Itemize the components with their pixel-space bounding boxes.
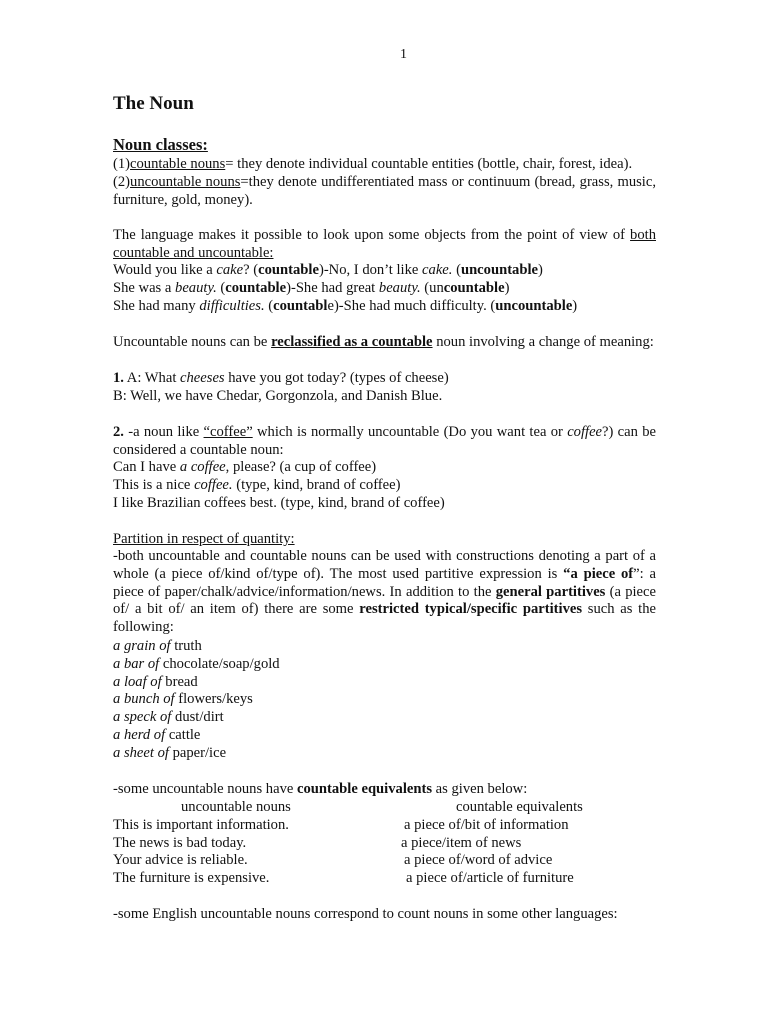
table-row: This is important information. a piece of/bit of information [113, 816, 569, 833]
coffee-example-2: This is a nice coffee. (type, kind, brand of coffee) [113, 477, 401, 493]
class-countable: (1)countable nouns= they denote individual countable entities (bottle, chair, forest, idea). [113, 156, 633, 172]
example-beauty: She was a beauty. (countable)-She had great beauty. (uncountable) [113, 280, 510, 296]
coffee-paragraph: 2. -a noun like “coffee” which is normally uncountable (Do you want tea or coffee?) can be considered a countable noun: [113, 424, 656, 458]
table-row: The news is bad today. a piece/item of news [113, 834, 522, 851]
example-difficulty: She had many difficulties. (countable)-She had much difficulty. (uncountable) [113, 298, 578, 314]
partition-heading: Partition in respect of quantity: [113, 531, 295, 547]
list-item: a grain of truth [113, 638, 202, 654]
list-item: a herd of cattle [113, 726, 201, 743]
equivalents-table [113, 799, 656, 888]
equivalents-closing: -some English uncountable nouns correspond to count nouns in some other languages: [113, 906, 618, 922]
noun-classes-heading: Noun classes: [113, 135, 208, 154]
reclass-paragraph: Uncountable nouns can be reclassified as a countable noun involving a change of meaning: [113, 334, 654, 350]
page-number: 1 [400, 47, 407, 62]
list-item: a speck of dust/dirt [113, 709, 224, 726]
cheese-question: 1. A: What cheeses have you got today? (types of cheese) [113, 370, 449, 386]
page-title: The Noun [113, 93, 194, 114]
column-header: uncountable nouns [181, 799, 291, 815]
list-item: a bunch of flowers/keys [113, 691, 253, 708]
list-item: a loaf of bread [113, 673, 198, 690]
coffee-example-3: I like Brazilian coffees best. (type, kind, brand of coffee) [113, 495, 445, 511]
both-intro: The language makes it possible to look upon some objects from the point of view of both countable and uncountable: [113, 227, 656, 261]
table-row: Your advice is reliable. a piece of/word of advice [113, 852, 553, 869]
class-uncountable: (2)uncountable nouns=they denote undifferentiated mass or continuum (bread, grass, music, furniture, gold, money). [113, 174, 656, 208]
coffee-example-1: Can I have a coffee, please? (a cup of coffee) [113, 459, 377, 475]
list-item: a sheet of paper/ice [113, 744, 227, 761]
cheese-answer: B: Well, we have Chedar, Gorgonzola, and Danish Blue. [113, 388, 443, 404]
example-cake: Would you like a cake? (countable)-No, I don’t like cake. (uncountable) [113, 262, 543, 278]
table-row: The furniture is expensive. a piece of/article of furniture [113, 870, 574, 887]
equivalents-intro: -some uncountable nouns have countable equivalents as given below: [113, 781, 528, 797]
table-header [113, 799, 656, 817]
partition-paragraph: -both uncountable and countable nouns can be used with constructions denoting a part of a whole (a piece of/kind of/type of). The most used partitive expression is “a piece of”: a piece of paper/chalk/advice/information/news. In addition to the general partitives (a piece of/ a bit of/ an item of) there are some restricted typical/specific partitives such as the following: [113, 548, 656, 636]
list-item: a bar of chocolate/soap/gold [113, 655, 280, 672]
column-header: countable equivalents [456, 799, 583, 815]
partitive-list [113, 638, 280, 763]
